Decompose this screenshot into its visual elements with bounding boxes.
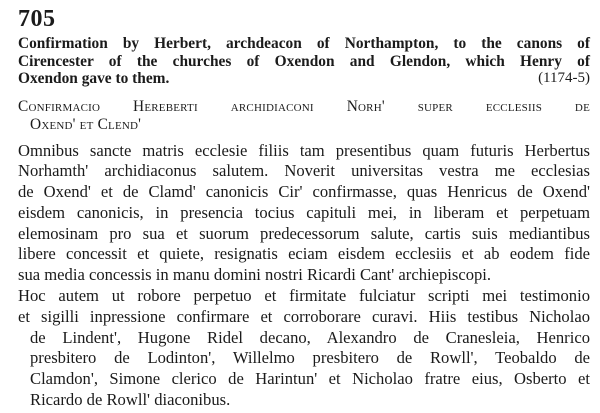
charter-text [18, 141, 590, 411]
text-line: sua media concessis in manu domini nostri Ricardi Cant' archiepiscopi. [18, 265, 492, 285]
document-page [18, 6, 590, 411]
text-line: elemosinam pro sua et suorum predecessorum salute, cartis suis mediantibus [18, 223, 590, 243]
summary-line: Confirmation by Herbert, archdeacon of Northampton, to the canons of [18, 35, 590, 52]
text-line: Omnibus sancte matris ecclesie filiis tam presentibus quam futuris Herbertus [18, 140, 590, 160]
charter-summary [18, 35, 590, 88]
text-line: Norhamth' archidiaconus salutem. Noverit universitas vestra me ecclesias [18, 161, 590, 181]
summary-line: Cirencester of the churches of Oxendon and Glendon, which Henry of [18, 52, 590, 70]
text-line: et sigilli inpressione confirmare et corroborare curavi. Hiis testibus Nicholao [18, 306, 590, 326]
charter-number: 705 [18, 6, 56, 32]
rubric-line: Oxend' et Clend' [30, 115, 142, 133]
text-line: Clamdon', Simone clerico de Harintun' et Nicholao fratre eius, Osberto et [30, 369, 590, 389]
text-line: de Lindent', Hugone Ridel decano, Alexandro de Cranesleia, Henrico [30, 327, 590, 347]
summary-line: Oxendon gave to them. [18, 70, 170, 87]
text-line: Ricardo de Rowll' diaconibus. [30, 390, 231, 410]
text-line: de Oxend' et de Clamd' canonicis Cir' confirmasse, quas Henricus de Oxend' [18, 182, 590, 202]
text-line: libere concessit et quiete, resignatis eciam eisdem ecclesiis et ab eodem fide [18, 244, 590, 264]
charter-rubric [18, 98, 590, 134]
rubric-line: Confirmacio Hereberti archidiaconi Norh' super ecclesiis de [18, 97, 590, 115]
summary-last-row [18, 70, 590, 88]
text-line: Hoc autem ut robore perpetuo et firmitate fulciatur scripti mei testimonio [18, 286, 590, 306]
text-line: presbitero de Lodinton', Willelmo presbitero de Rowll', Teobaldo de [30, 348, 590, 368]
text-line: eisdem canonicis, in presencia tocius capituli mei, in liberam et perpetuam [18, 202, 590, 222]
charter-date: (1174-5) [538, 70, 590, 86]
